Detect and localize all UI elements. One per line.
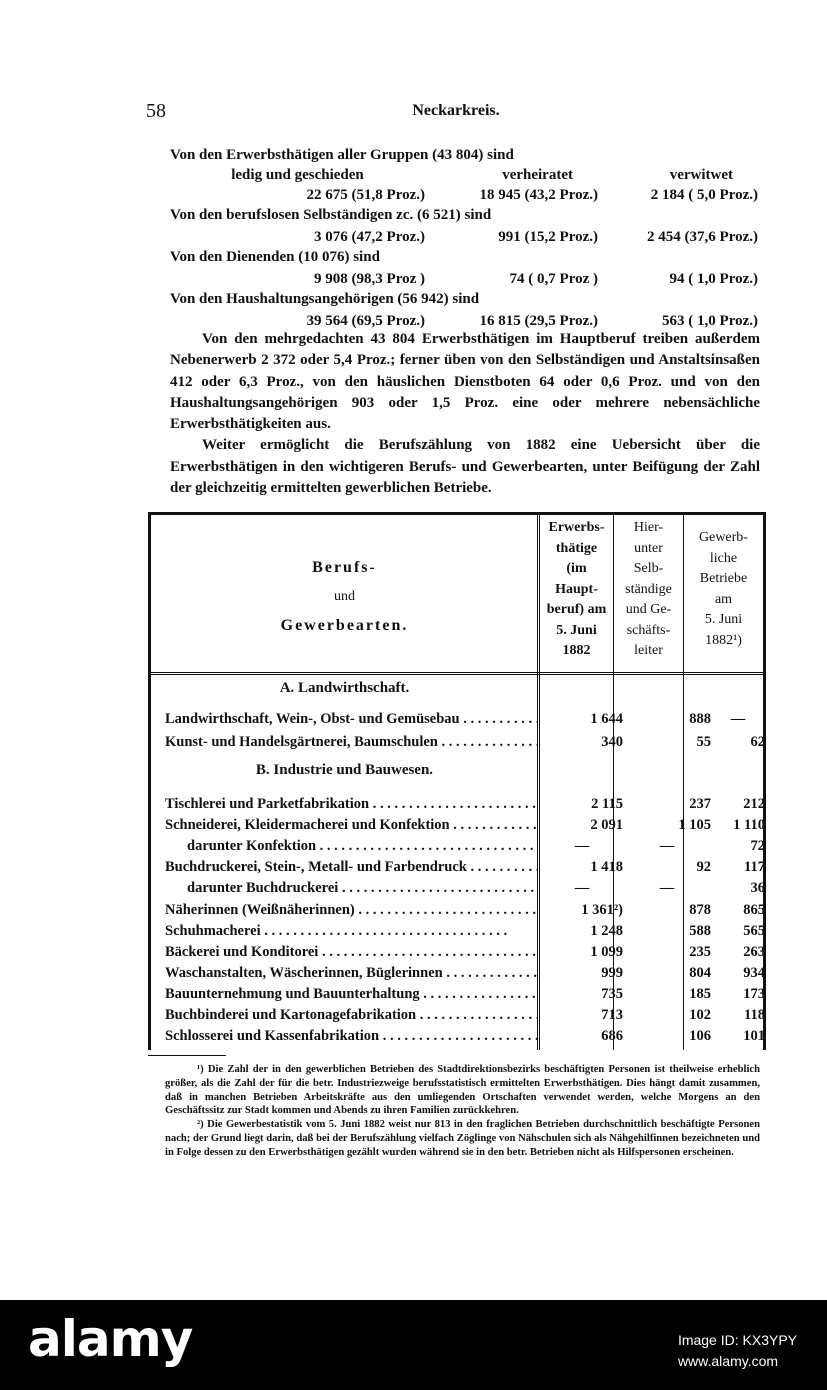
value-married: 16 815 (29,5 Proz.) [479,313,598,329]
paragraph: Von den mehrgedachten 43 804 Erwerbsthätigen im Hauptberuf treiben außerdem Nebenerwerb 2 372 oder 5,4 Proz.; ferner üben von den Selbständigen und Anstaltsinsaßen 412 oder 6,3 Proz., von den häuslichen Dienstboten 64 oder 0,6 Proz. und von den Haushaltungsangehörigen 903 oder 1,5 Proz. eine oder mehrere nebensächliche Erwerbsthätigkeiten aus. [170,331,760,433]
self-employed-count: 185 [689,985,711,1002]
employed-count: 340 [601,734,623,750]
watermark-bar [0,1300,827,1390]
row-label: Schuhmacherei . . . [165,920,537,942]
header-occupation [151,553,538,640]
table-row [165,962,763,984]
footnote: ²) Die Gewerbestatistik vom 5. Juni 1882 weist nur 813 in den fraglichen Betrieben durchschnittlich beschäftigte Personen nach; der Grund liegt darin, daß bei der Berufszählung vielfach Zöglinge von Nähschulen sich als Nähgehilfinnen bezeichneten und in Folge dessen zu den Erwerbsthätigen gezählt wurden während sie in den betr. Betrieben nicht als Hilfspersonen erscheinen. [165,1119,760,1158]
header-line: Hier- [633,520,664,535]
table-row [165,731,763,753]
employed-count: 1 418 [590,859,623,876]
stat-headers [170,165,760,185]
employed-count: 1 644 [590,711,623,727]
establishments-count: 263 [743,943,765,960]
value-married: 18 945 (43,2 Proz.) [479,187,598,203]
establishments-count: 117 [744,859,765,876]
value-single: 22 675 (51,8 Proz.) [306,187,425,203]
stat-values [170,185,760,205]
header-line: Haupt- [555,581,598,597]
table-row [165,941,763,963]
header-line: unter [634,540,663,556]
row-label: darunter Konfektion . . . [165,835,537,857]
image-info [678,1330,797,1372]
header-widowed: verwitwet [669,167,733,183]
header-line: und Ge- [625,602,672,617]
footnote: ¹) Die Zahl der in den gewerblichen Betrieben des Stadtdirektionsbezirks beschäftigten Personen ist theilweise erheblich größer, als die Zahl der für die betr. Industriezweige berufsstatistisch ermittelten Erwerbsthätigen. Dies hängt damit zusammen, daß in manchen Betrieben Arbeitskräfte aus den umliegenden Ortschaften verwendet werden, welche Morgens an den Geschäftssitz zur Stadt kommen und Abends zu ihren Familien zurückkehren. [165,1064,760,1117]
self-employed-count: 1 105 [678,817,711,834]
employed-count: 713 [601,1007,623,1023]
header-line: ständige [625,581,672,597]
value-widowed: 94 ( 1,0 Proz.) [669,271,758,287]
establishments-count: 565 [743,922,765,939]
row-label: Schneiderei, Kleidermacherei und Konfektion . . . [165,814,537,836]
image-id: Image ID: KX3YPY [677,1332,797,1348]
table-row [165,835,763,857]
header-line: Gewerb- [699,530,748,545]
site-url: www.alamy.com [677,1353,779,1369]
header-line: schäfts- [626,622,671,638]
self-employed-count: — [659,880,675,897]
employed-count: 686 [601,1028,623,1045]
table-row [165,793,763,815]
row-label: Buchbinderei und Kartonagefabrikation . . . [165,1004,537,1026]
stat-intro: Von den Dienenden (10 076) sind [170,249,380,265]
self-employed-count: 106 [689,1028,711,1045]
header-line: thätige [555,540,598,556]
self-employed-count: 92 [696,859,711,876]
self-employed-count: 102 [689,1007,711,1023]
header-single: ledig und geschieden [231,167,364,183]
stat-intro: Von den Haushaltungsangehörigen (56 942) sind [170,291,480,307]
employed-count: — [574,880,590,897]
table-row [165,856,763,878]
header-line: Betriebe [699,571,748,586]
table-row [165,899,763,921]
running-head: Neckarkreis. [412,102,500,119]
table-row [165,1004,763,1026]
header-line: leiter [634,643,663,658]
row-label: Buchdruckerei, Stein-, Metall- und Farbendruck . . . [165,856,537,878]
value-married: 991 (15,2 Proz.) [498,229,598,245]
establishments-count: 1 110 [733,817,765,834]
employed-count: 2 115 [591,796,623,812]
self-employed-count: — [659,838,675,855]
header-self-employed [614,518,683,662]
value-widowed: 2 184 ( 5,0 Proz.) [650,187,758,203]
value-single: 9 908 (98,3 Proz ) [314,271,425,287]
table-row [165,708,763,730]
establishments-count: 72 [750,838,765,855]
header-line: 5. Juni [704,612,743,627]
value-single: 39 564 (69,5 Proz.) [306,313,425,329]
row-label: Landwirthschaft, Wein-, Obst- und Gemüsebau . . . [165,708,537,730]
row-label: Bauunternehmung und Bauunterhaltung . . . [165,983,537,1005]
row-label: Näherinnen (Weißnäherinnen) . . . [165,899,537,921]
self-employed-count: 235 [689,943,711,960]
stat-values [170,227,760,247]
table-row [165,877,763,899]
occupation-table [148,512,766,1050]
value-widowed: 2 454 (37,6 Proz.) [647,229,758,245]
header-line: beruf) am [546,602,607,617]
body-text [170,329,760,499]
establishments-count: 36 [750,880,765,897]
page-number: 58 [146,100,166,122]
row-label: Waschanstalten, Wäscherinnen, Büglerinnen . . . [165,962,537,984]
employed-count: 999 [601,964,623,981]
header-employed [540,518,613,662]
header-line: (im [566,561,587,576]
establishments-count: 212 [743,796,765,812]
employed-count: 1 361²) [581,901,623,918]
footnote-rule [148,1055,226,1056]
employed-count: 2 091 [590,817,623,834]
establishments-count: 101 [743,1028,765,1045]
header-line: Gewerbearten. [280,617,409,634]
section-heading: B. Industrie und Bauwesen. [255,762,434,778]
value-married: 74 ( 0,7 Proz ) [509,271,598,287]
header-line: 5. Juni [556,622,597,638]
self-employed-count: 55 [696,734,711,750]
header-line: am [714,591,733,607]
header-line: und [334,589,355,604]
table-row [165,1025,763,1047]
value-single: 3 076 (47,2 Proz.) [314,229,425,245]
table-row [165,814,763,836]
row-label: Kunst- und Handelsgärtnerei, Baumschulen . . . [165,731,537,753]
stat-intro: Von den Erwerbsthätigen aller Gruppen (43 804) sind [170,147,514,163]
self-employed-count: 237 [689,796,711,812]
employed-count: 1 099 [590,943,623,960]
self-employed-count: 878 [689,901,711,918]
header-married: verheiratet [502,167,573,183]
establishments-count: 173 [743,985,765,1002]
row-label: Tischlerei und Parketfabrikation . . . [165,793,537,815]
row-label: Bäckerei und Konditorei . . . [165,941,537,963]
self-employed-count: 588 [689,922,711,939]
header-line: liche [709,550,738,566]
employed-count: 735 [601,985,623,1002]
establishments-count: 62 [750,734,765,750]
stat-values [170,269,760,289]
stat-values [170,311,760,331]
header-line: Berufs- [312,559,377,576]
establishments-count: 118 [744,1007,765,1023]
header-establishments [684,528,763,651]
row-label: Schlosserei und Kassenfabrikation . . . [165,1025,537,1047]
value-widowed: 563 ( 1,0 Proz.) [662,313,758,329]
table-row [165,920,763,942]
header-line: 1882 [562,643,591,658]
establishments-count: 934 [743,964,765,981]
alamy-logo: alamy [28,1310,193,1368]
paragraph: Weiter ermöglicht die Berufszählung von 1882 eine Uebersicht über die Erwerbsthätigen in den wichtigeren Berufs- und Gewerbearten, unter Beifügung der Zahl der gleichzeitig ermittelten gewerblichen Betriebe. [170,437,760,497]
employed-count: 1 248 [590,922,623,939]
self-employed-count: 804 [689,964,711,981]
self-employed-count: 888 [689,711,711,727]
establishments-count: 865 [743,901,765,918]
row-label: darunter Buchdruckerei . . . [165,877,537,899]
stat-intro: Von den berufslosen Selbständigen zc. (6 521) sind [170,207,492,223]
header-line: Erwerbs- [548,520,605,535]
section-heading: A. Landwirthschaft. [279,680,410,696]
header-line: Selb- [633,561,664,576]
table-row [165,983,763,1005]
footnotes [165,1063,760,1160]
header-line: 1882¹) [705,632,742,648]
establishments-count: — [730,711,746,727]
employed-count: — [574,838,590,855]
